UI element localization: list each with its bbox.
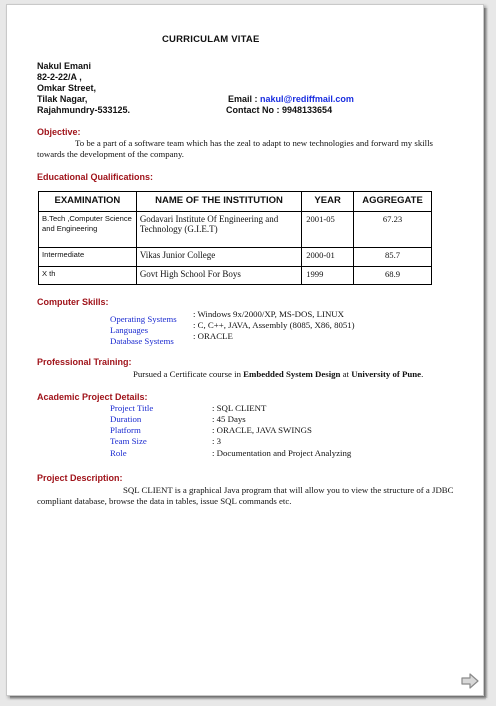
address-line-4: Rajahmundry-533125. xyxy=(37,105,131,115)
academic-project-heading: Academic Project Details: xyxy=(37,392,148,402)
page-shadow-right xyxy=(484,8,488,698)
cell-aggregate: 67.23 xyxy=(354,212,432,248)
education-table xyxy=(38,191,432,285)
table-header-row xyxy=(39,192,432,212)
skill-row xyxy=(110,331,174,349)
project-value: : SQL CLIENT xyxy=(212,403,267,413)
phone-number: 9948133654 xyxy=(282,105,333,115)
project-key: Platform xyxy=(110,425,141,435)
document-title: CURRICULAM VITAE xyxy=(162,34,260,45)
email-label: Email : xyxy=(228,94,258,104)
cell-exam: X th xyxy=(39,267,137,285)
email-row xyxy=(228,94,354,104)
project-key: Project Title xyxy=(110,403,154,413)
training-suffix: . xyxy=(421,369,424,379)
cell-aggregate: 85.7 xyxy=(354,248,432,267)
email-link[interactable]: nakul@rediffmail.com xyxy=(260,94,354,104)
cell-year: 2000-01 xyxy=(302,248,354,267)
phone-label: Contact No : xyxy=(226,105,280,115)
skill-value: : Windows 9x/2000/XP, MS-DOS, LINUX xyxy=(193,309,344,319)
cell-exam: Intermediate xyxy=(39,248,137,267)
training-course: Embedded System Design xyxy=(243,369,341,379)
cell-institution: Godavari Institute Of Engineering and Technology (G.I.E.T) xyxy=(136,212,301,248)
project-key: Team Size xyxy=(110,436,147,446)
objective-heading: Objective: xyxy=(37,127,81,137)
table-row xyxy=(39,267,432,285)
training-institute: University of Pune xyxy=(351,369,422,379)
table-row xyxy=(39,212,432,248)
project-description-heading: Project Description: xyxy=(37,473,123,483)
education-heading: Educational Qualifications: xyxy=(37,172,154,182)
skill-key: Languages xyxy=(110,325,149,335)
project-key: Duration xyxy=(110,414,142,424)
arrow-right-icon[interactable] xyxy=(460,673,480,689)
cell-exam: B.Tech ,Computer Science and Engineering xyxy=(39,212,137,248)
project-description-text: SQL CLIENT is a graphical Java program that will allow you to view the structure of a JDBC compliant database, browse the data in tables, issue SQL commands etc. xyxy=(37,485,454,506)
project-value: : Documentation and Project Analyzing xyxy=(212,448,352,458)
project-value: : 45 Days xyxy=(212,414,246,424)
skills-heading: Computer Skills: xyxy=(37,297,109,307)
phone-row xyxy=(226,105,332,115)
table-row xyxy=(39,248,432,267)
cell-aggregate: 68.9 xyxy=(354,267,432,285)
skill-value: : C, C++, JAVA, Assembly (8085, X86, 8051) xyxy=(193,320,355,330)
column-header: EXAMINATION xyxy=(39,192,137,212)
address-line-2: Omkar Street, xyxy=(37,83,97,93)
cell-institution: Vikas Junior College xyxy=(136,248,301,267)
column-header: YEAR xyxy=(302,192,354,212)
column-header: AGGREGATE xyxy=(354,192,432,212)
training-middle: at xyxy=(340,369,352,379)
column-header: NAME OF THE INSTITUTION xyxy=(136,192,301,212)
project-value: : 3 xyxy=(212,436,222,446)
cell-institution: Govt High School For Boys xyxy=(136,267,301,285)
address-line-1: 82-2-22/A , xyxy=(37,72,82,82)
training-heading: Professional Training: xyxy=(37,357,132,367)
skill-key: Database Systems xyxy=(110,336,174,346)
address-line-3: Tilak Nagar, xyxy=(37,94,88,104)
cell-year: 2001-05 xyxy=(302,212,354,248)
training-prefix: Pursued a Certificate course in xyxy=(133,369,244,379)
candidate-name: Nakul Emani xyxy=(37,61,92,71)
training-text xyxy=(133,369,423,380)
page-shadow-bottom xyxy=(10,696,486,700)
skill-key: Operating Systems xyxy=(110,314,177,324)
cell-year: 1999 xyxy=(302,267,354,285)
skill-value: : ORACLE xyxy=(193,331,233,341)
project-key: Role xyxy=(110,448,127,458)
project-value: : ORACLE, JAVA SWINGS xyxy=(212,425,312,435)
objective-text: To be a part of a software team which has the zeal to adapt to new technologies and forward my skills towards the development of the company. xyxy=(37,138,433,159)
